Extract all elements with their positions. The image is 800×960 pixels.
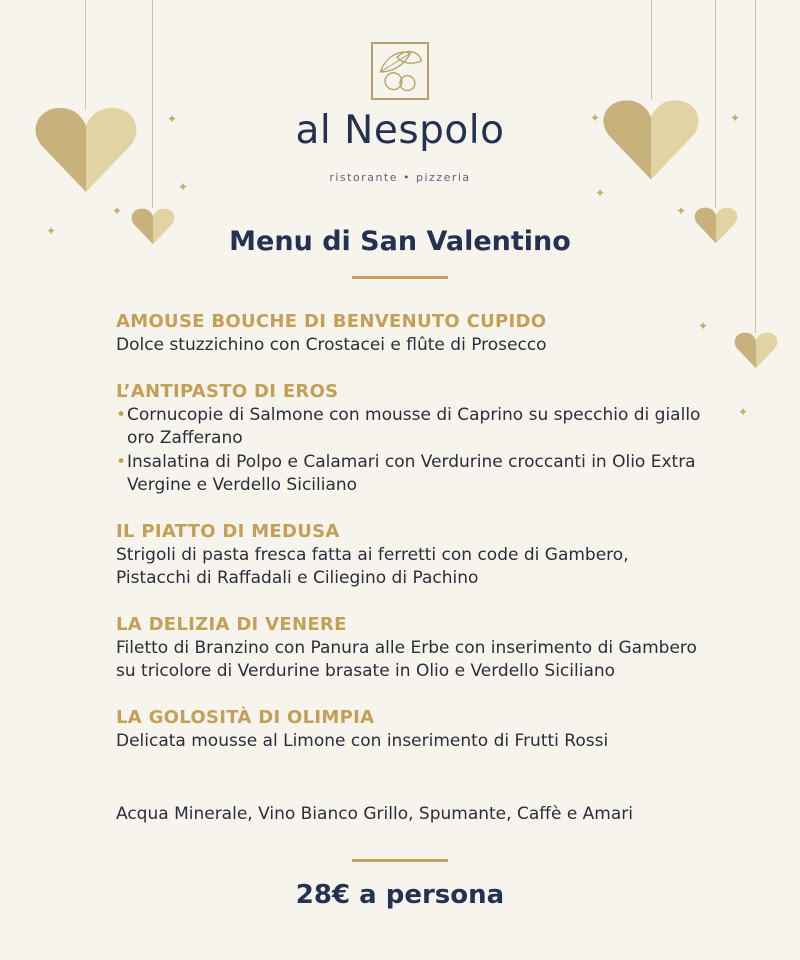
sparkle-icon: ✦ [46,224,57,238]
heart-icon [734,330,778,370]
divider [352,276,448,279]
course-item-text: Insalatina di Polpo e Calamari con Verdurine croccanti in Olio Extra Vergine e Verdello Siciliano [127,451,696,495]
menu-title: Menu di San Valentino [229,226,571,257]
sparkle-icon: ✦ [590,111,601,125]
sparkle-icon: ✦ [112,204,123,218]
course-title: IL PIATTO DI MEDUSA [116,520,340,542]
menu-courses [116,310,709,753]
course-title: AMOUSE BOUCHE DI BENVENUTO CUPIDO [116,311,547,332]
course-title: LA GOLOSITÀ DI OLIMPIA [116,706,375,728]
course [116,310,709,358]
heart-string [651,0,652,100]
heart-string [85,0,86,110]
course-description: Strigoli di pasta fresca fatta ai ferretti con code di Gambero, Pistacchi di Raffadali e Ciliegino di Pachino [116,544,629,588]
sparkle-icon: ✦ [698,319,709,333]
course [116,706,706,754]
sparkle-icon: ✦ [178,180,189,194]
course-title: LA DELIZIA DI VENERE [116,613,347,635]
sparkle-icon: ✦ [595,186,606,200]
course-description: Dolce stuzzichino con Crostacei e flûte di Prosecco [116,335,547,355]
divider [352,859,448,862]
course-title: L’ANTIPASTO DI EROS [116,380,339,402]
sparkle-icon: ✦ [676,204,687,218]
course-item [116,404,706,451]
course-description: Filetto di Branzino con Panura alle Erbe con inserimento di Gambero su tricolore di Verdurine brasate in Olio e Verdello Siciliano [116,637,697,681]
sparkle-icon: ✦ [738,405,749,419]
tagline: ristorante • pizzeria [329,171,471,184]
heart-string [755,0,756,333]
nespolo-logo-icon [371,42,429,100]
sparkle-icon: ✦ [730,111,741,125]
bullet: • [116,451,127,472]
course-item-text: Cornucopie di Salmone con mousse di Caprino su specchio di giallo oro Zafferano [127,404,701,448]
bullet: • [116,404,127,425]
price: 28€ a persona [295,880,505,910]
brand-name: al Nespolo [295,108,505,153]
course [116,613,706,684]
course-description: Delicata mousse al Limone con inserimento di Frutti Rossi [116,730,609,751]
drinks-line: Acqua Minerale, Vino Bianco Grillo, Spumante, Caffè e Amari [116,804,633,824]
course [116,380,706,498]
course-item [116,451,706,498]
course [116,520,706,591]
sparkle-icon: ✦ [167,112,178,126]
